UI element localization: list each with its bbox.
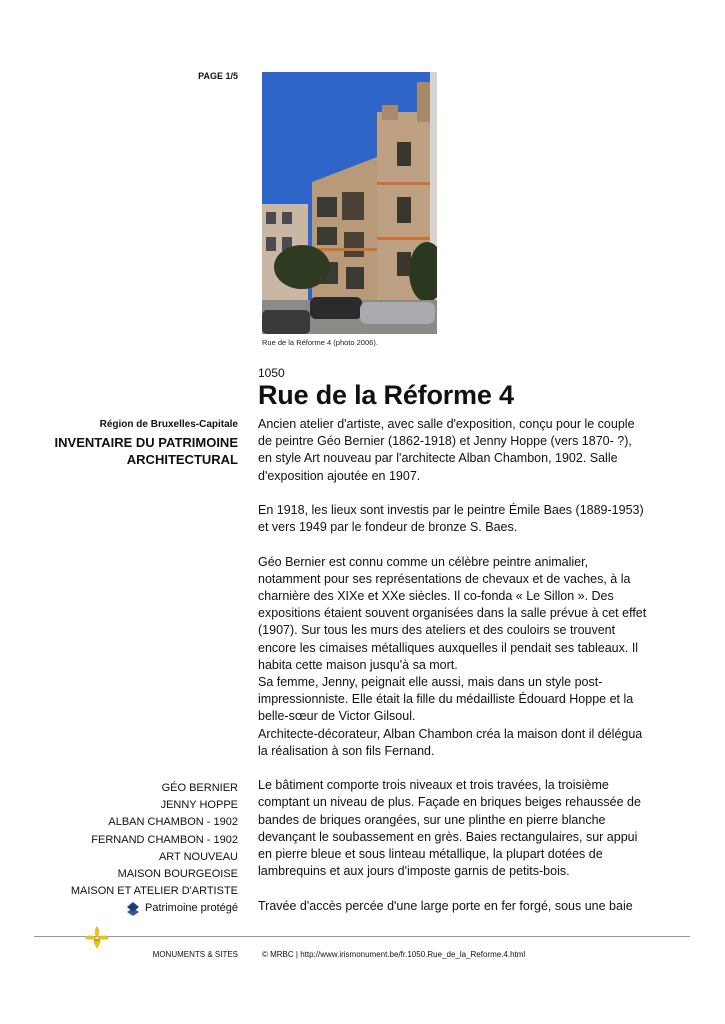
keyword-list [20,780,238,918]
paragraph: Géo Bernier est connu comme un célèbre peintre animalier, notamment pour ses représentations de chevaux et de vaches, à la charnière des XIXe et XXe siècles. Il co-fonda « Le Sillon ». Des expositions étaient souvent organisées dans la salle prévue à cet effet (1907). Sur tous les murs des ateliers et des couloirs se trouvent encore les cimaises métalliques auxquelles il pendait ses tableaux. Il habita cette maison jusqu'à sa mort. [258,554,647,672]
footer-link[interactable]: © MRBC | http://www.irismonument.be/fr.1050.Rue_de_la_Reforme.4.html [262,950,526,959]
inventory-title-line: INVENTAIRE DU PATRIMOINE [54,435,238,450]
keyword-link[interactable]: FERNAND CHAMBON - 1902 [91,833,238,846]
keyword-link[interactable]: MAISON ET ATELIER D'ARTISTE [70,885,238,898]
keyword-link[interactable]: MAISON BOURGEOISE [117,867,238,880]
photo-caption: Rue de la Réforme 4 (photo 2006). [262,338,378,347]
paragraph: Le bâtiment comporte trois niveaux et trois travées, la troisième comptant un niveau de plus. Façade en briques beiges rehaussée de bandes de briques orangées, sur une plinthe en pierre blanche devançant le soubassement en grès. Baies rectangulaires, sur appui en pierre bleue et sous linteau métallique, la plupart dotées de lambrequins et aux jours d'imposte garnis de petits-bois. [258,778,641,879]
postal-code: 1050 [258,366,285,380]
paragraph: Travée d'accès percée d'une large porte en fer forgé, sous une baie [258,898,633,913]
paragraph: En 1918, les lieux sont investis par le peintre Émile Baes (1889-1953) et vers 1949 par le fondeur de bronze S. Baes. [258,503,644,535]
protected-heritage [20,900,238,917]
keyword-link[interactable]: ALBAN CHAMBON - 1902 [108,816,238,829]
inventory-title-line: ARCHITECTURAL [126,452,238,467]
paragraph: Ancien atelier d'artiste, avec salle d'exposition, conçu pour le couple de peintre Géo Bernier (1862-1918) et Jenny Hoppe (vers 1870- ?), en style Art nouveau par l'architecte Alban Chambon, 1902. Salle d'exposition ajoutée en 1907. [258,417,635,483]
body-text [258,416,648,932]
footer-divider [34,936,690,937]
protected-label: Patrimoine protégé [145,902,238,915]
keyword-link[interactable]: GÉO BERNIER [161,782,238,794]
footer-source: MONUMENTS & SITES [152,950,238,959]
building-photo [262,72,437,334]
keyword-link[interactable]: ART NOUVEAU [158,850,238,863]
keyword-link[interactable]: JENNY HOPPE [160,799,238,812]
iris-logo-icon [84,924,110,950]
page-number: PAGE 1/5 [198,71,238,81]
paragraph: Architecte-décorateur, Alban Chambon créa la maison dont il délégua la réalisation à son fils Fernand. [258,726,643,758]
page-title: Rue de la Réforme 4 [258,380,514,410]
inventory-title [20,434,238,468]
protected-icon [127,902,139,916]
region-label: Région de Bruxelles-Capitale [99,419,238,430]
paragraph: Sa femme, Jenny, peignait elle aussi, mais dans un style post-impressionniste. Elle était la fille du médailliste Édouard Hoppe et la belle-sœur de Victor Gilsoul. [258,675,634,724]
